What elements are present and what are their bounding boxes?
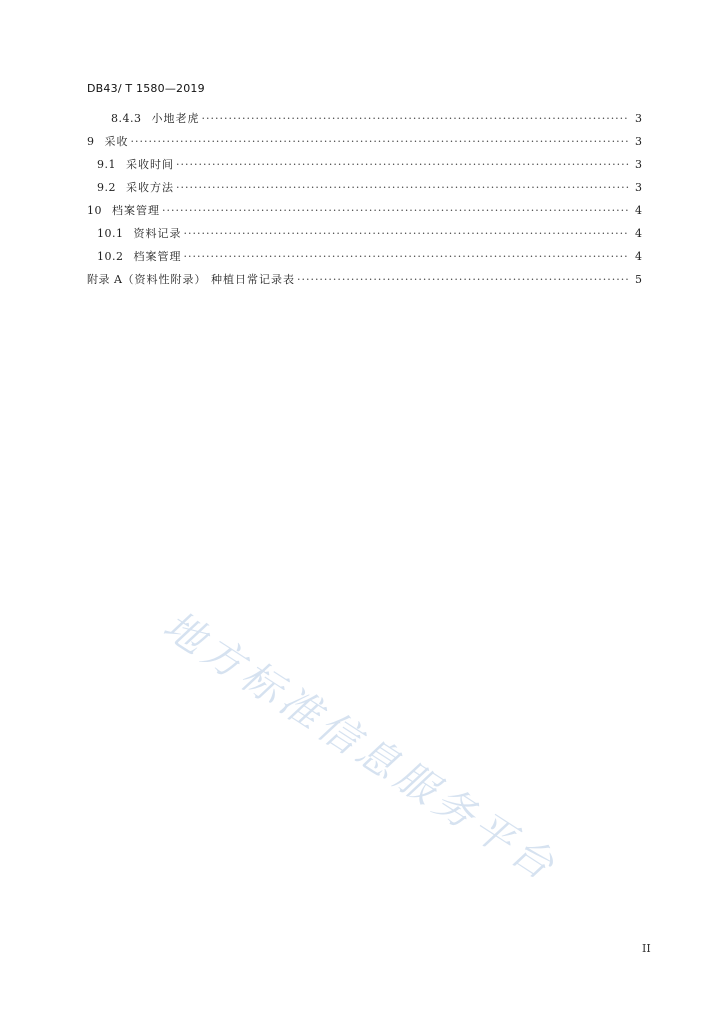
toc-entry-title: （资料性附录） 种植日常记录表 <box>122 273 295 286</box>
document-code-header: DB43/ T 1580—2019 <box>87 82 205 95</box>
toc-entry-page: 3 <box>635 181 642 194</box>
toc-leader-dots <box>162 204 629 217</box>
toc-entry-title: 采收方法 <box>126 181 174 194</box>
toc-entry-page: 4 <box>635 204 642 217</box>
toc-leader-dots <box>131 135 630 148</box>
toc-leader-dots <box>184 250 630 263</box>
toc-leader-dots <box>202 112 630 125</box>
toc-entry-page: 5 <box>635 273 642 286</box>
watermark-text: 地方标准信息服务平台 <box>155 602 566 892</box>
toc-entry-title: 小地老虎 <box>151 112 200 125</box>
toc-entry-9-2[interactable] <box>87 179 642 202</box>
toc-entry-page: 4 <box>635 250 642 263</box>
toc-leader-dots <box>184 227 630 240</box>
toc-entry-number: 9.1 <box>97 158 116 171</box>
toc-entry-9-1[interactable] <box>87 156 642 179</box>
toc-entry-10-2[interactable] <box>87 248 642 271</box>
page-number: II <box>642 942 651 955</box>
toc-entry-page: 3 <box>635 112 642 125</box>
toc-entry-number: 9 <box>87 135 95 148</box>
toc-entry-title: 采收时间 <box>126 158 174 171</box>
toc-entry-number: 10.1 <box>97 227 124 240</box>
toc-leader-dots <box>176 181 629 194</box>
toc-entry-8-4-3[interactable] <box>87 110 642 133</box>
toc-leader-dots <box>297 273 629 286</box>
toc-entry-title: 档案管理 <box>133 250 182 263</box>
toc-entry-10-1[interactable] <box>87 225 642 248</box>
toc-entry-10[interactable] <box>87 202 642 225</box>
toc-entry-title: 资料记录 <box>133 227 182 240</box>
toc-entry-page: 3 <box>635 135 642 148</box>
toc-entry-page: 3 <box>635 158 642 171</box>
table-of-contents <box>87 110 642 294</box>
toc-entry-number: 10.2 <box>97 250 124 263</box>
toc-leader-dots <box>176 158 629 171</box>
toc-entry-number: 10 <box>87 204 102 217</box>
toc-entry-number: 附录 A <box>87 273 123 286</box>
toc-entry-9[interactable] <box>87 133 642 156</box>
toc-entry-number: 9.2 <box>97 181 116 194</box>
toc-entry-title: 采收 <box>104 135 129 148</box>
toc-entry-appendix-a[interactable] <box>87 271 642 294</box>
toc-entry-page: 4 <box>635 227 642 240</box>
toc-entry-number: 8.4.3 <box>111 112 142 125</box>
toc-entry-title: 档案管理 <box>112 204 160 217</box>
